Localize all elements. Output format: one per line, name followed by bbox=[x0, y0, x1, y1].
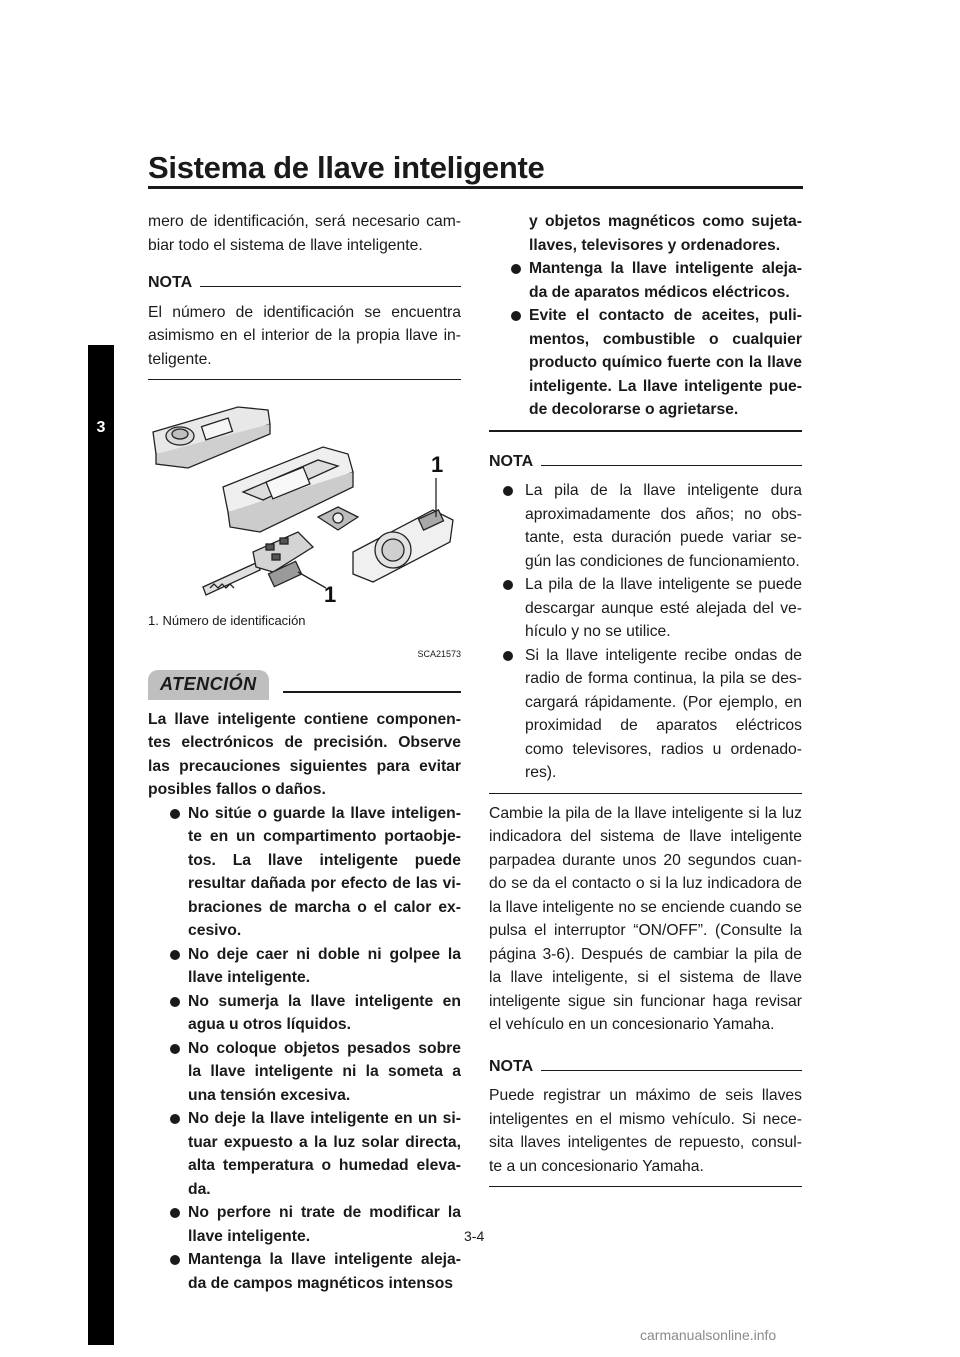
intro-text: mero de identificación, será necesario cam- biar todo el sistema de llave inteligente. bbox=[148, 213, 461, 254]
nota-heading: NOTA bbox=[148, 271, 461, 295]
nota-text: Puede registrar un máximo de seis llaves inteligentes en el mismo vehículo. Si nece- sita llaves inteligentes de repuesto, consul- te a un concesionario Yamaha. bbox=[489, 1087, 802, 1175]
list-item: No deje caer ni doble ni golpee la llave inteligente. bbox=[148, 943, 461, 990]
atencion-badge: ATENCIÓN bbox=[148, 670, 269, 700]
smart-key-figure bbox=[148, 392, 461, 607]
atencion-continued: y objetos magnéticos como sujeta- llaves, televisores y ordenadores. bbox=[529, 213, 802, 254]
figure-caption: 1. Número de identificación bbox=[148, 613, 306, 628]
chapter-number: 3 bbox=[96, 419, 106, 436]
list-item: La pila de la llave inteligente dura aproximadamente dos años; no obs- tante, esta duración puede variar se- gún las condiciones de funcionamiento. bbox=[489, 479, 802, 573]
nota-end-rule bbox=[148, 379, 461, 380]
list-item: No sumerja la llave inteligente en agua u otros líquidos. bbox=[148, 990, 461, 1037]
list-item: Si la llave inteligente recibe ondas de radio de forma continua, la pila se des- cargará rápidamente. (Por ejemplo, en proximidad de aparatos eléctricos como televisores, radios u ordenado- res). bbox=[489, 644, 802, 785]
list-item: No coloque objetos pesados sobre la llave inteligente ni la someta a una tensión excesiva. bbox=[148, 1037, 461, 1108]
title-rule bbox=[148, 186, 803, 189]
right-column bbox=[489, 210, 802, 1187]
list-item: Mantenga la llave inteligente aleja- da de campos magnéticos intensos bbox=[148, 1248, 461, 1295]
battery-paragraph: Cambie la pila de la llave inteligente si la luz indicadora del sistema de llave inteligente parpadea durante unos 20 segundos cuan- do se da el contacto o si la luz indicadora de la llave inteligente no se enciende cuando se pulsa el interruptor “ON/OFF”. (Consulte la página 3-6). Después de cambiar la pila de la llave inteligente, si el sistema de llave inteligente sigue sin funcionar haga revisar el vehículo en un concesionario Yamaha. bbox=[489, 804, 802, 1033]
nota-text: El número de identificación se encuentra asimismo en el interior de la propia llave in- teligente. bbox=[148, 303, 461, 368]
atencion-intro: La llave inteligente contiene componen- tes electrónicos de precisión. Observe las precauciones siguientes para evitar posibles fallos o daños. bbox=[148, 710, 461, 798]
list-item: No perfore ni trate de modificar la llave inteligente. bbox=[148, 1201, 461, 1248]
atencion-heading bbox=[148, 670, 461, 700]
list-item: No sitúe o guarde la llave inteligen- te en un compartimento portaobje- tos. La llave inteligente puede resultar dañada por efecto de las vi- braciones de marcha o el calor ex- cesivo. bbox=[148, 802, 461, 943]
list-item: Evite el contacto de aceites, puli- mentos, combustible o cualquier producto químico fuerte con la llave inteligente. La llave inteligente pue- de decolorarse o agrietarse. bbox=[489, 304, 802, 422]
nota-heading: NOTA bbox=[489, 1055, 802, 1079]
callout-1-bottom: 1 bbox=[324, 582, 337, 607]
smart-key-exploded-illustration bbox=[148, 392, 461, 607]
list-item: La pila de la llave inteligente se puede descargar aunque esté alejada del ve- hículo y no se utilice. bbox=[489, 573, 802, 644]
atencion-list bbox=[148, 802, 461, 1296]
nota-heading: NOTA bbox=[489, 450, 802, 474]
chapter-tab bbox=[88, 345, 114, 1345]
callout-1-top: 1 bbox=[431, 452, 444, 477]
nota-end-rule bbox=[489, 793, 802, 794]
page-number: 3-4 bbox=[464, 1228, 485, 1244]
watermark: carmanualsonline.info bbox=[640, 1327, 777, 1343]
atencion-list-continued bbox=[489, 257, 802, 422]
left-column bbox=[148, 210, 461, 1295]
list-item: No deje la llave inteligente en un si- tuar expuesto a la luz solar directa, alta temperatura o humedad eleva- da. bbox=[148, 1107, 461, 1201]
list-item: Mantenga la llave inteligente aleja- da de aparatos médicos eléctricos. bbox=[489, 257, 802, 304]
page-title: Sistema de llave inteligente bbox=[148, 150, 545, 185]
nota-list bbox=[489, 479, 802, 785]
atencion-end-rule bbox=[489, 430, 802, 432]
reference-code: SCA21573 bbox=[417, 648, 461, 659]
nota-end-rule bbox=[489, 1186, 802, 1187]
